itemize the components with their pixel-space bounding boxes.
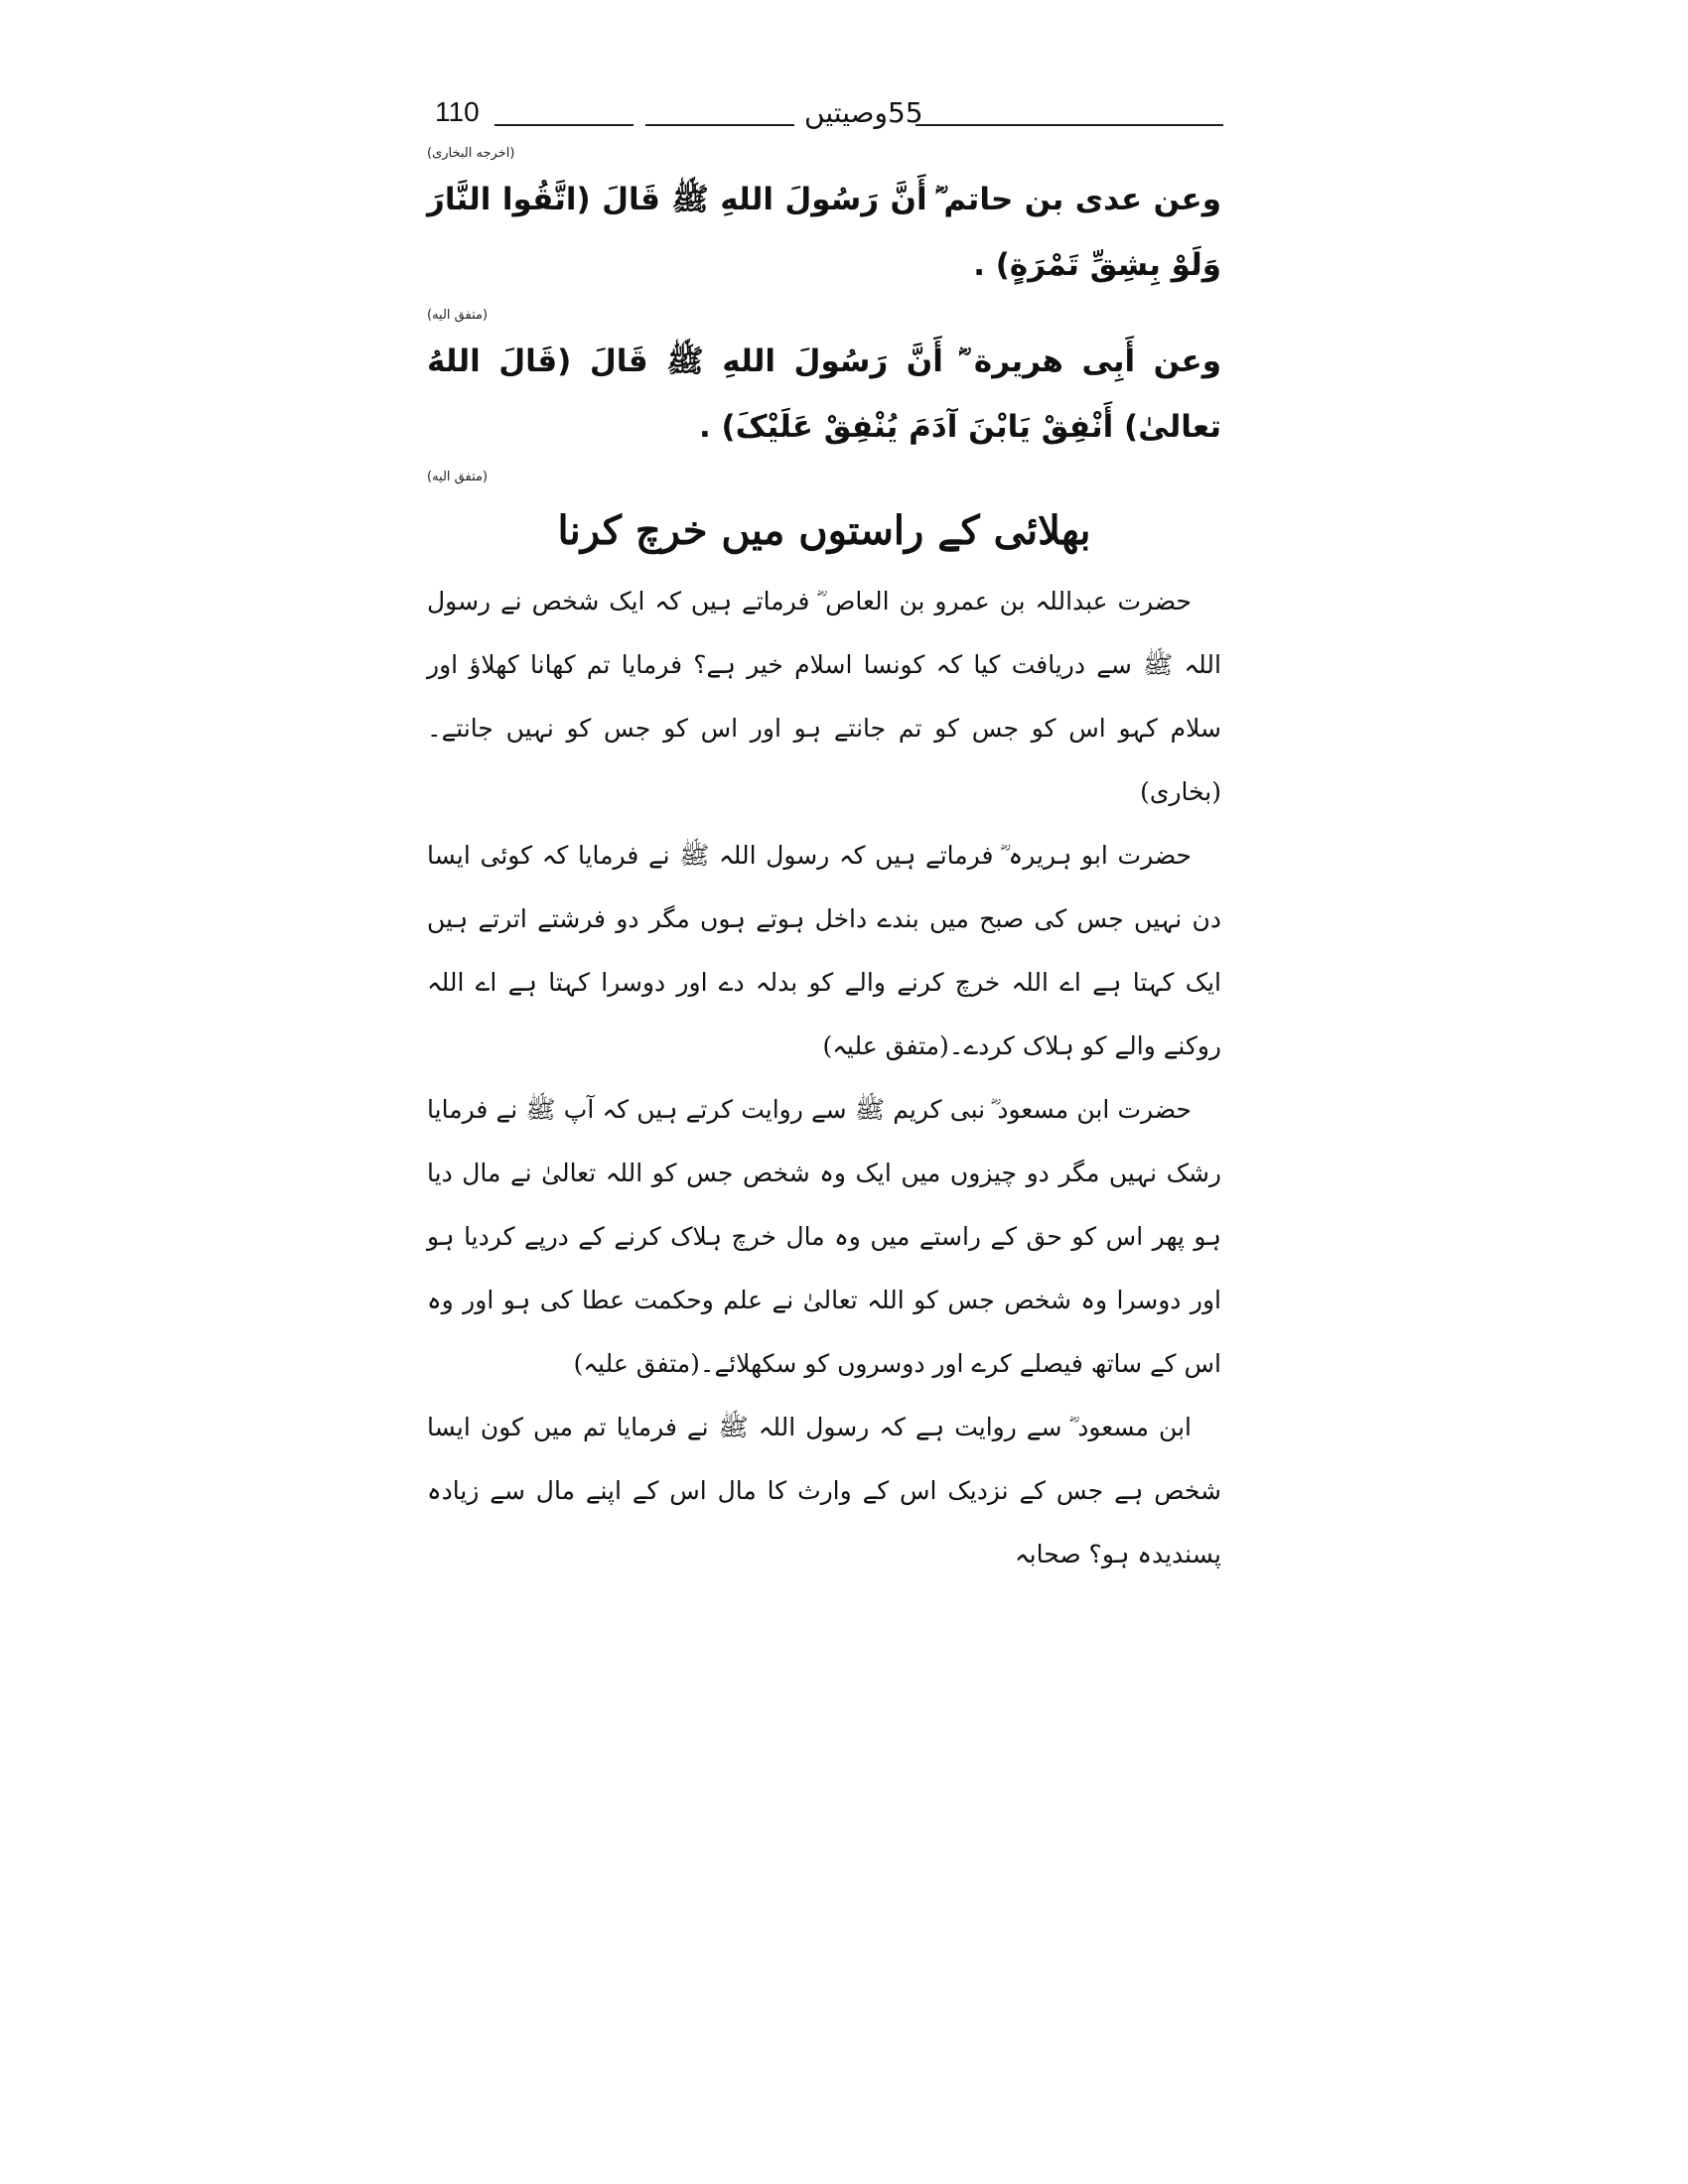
page-number: 110	[435, 96, 480, 127]
arabic-hadith: وعن أَبِی هریرة ؓ أَنَّ رَسُولَ اللهِ ﷺ قَالَ (قَالَ اللهُ تعالیٰ) أَنْفِقْ یَابْنَ آدَمَ یُنْفِقْ عَلَیْکَ) .	[427, 343, 1221, 445]
hadith-reference: (اخرجه البخاری)	[427, 146, 515, 161]
header-rule	[915, 124, 1223, 126]
document-page	[427, 94, 1221, 1586]
urdu-paragraph: ابن مسعود ؓ سے روایت ہے کہ رسول اللہ ﷺ نے فرمایا تم میں کون ایسا شخص ہے جس کے نزدیک اس کے وارث کا مال اس کے اپنے مال سے زیادہ پسندیدہ ہو؟ صحابہ	[427, 1413, 1221, 1569]
urdu-paragraph: حضرت عبداللہ بن عمرو بن العاص ؓ فرماتے ہیں کہ ایک شخص نے رسول اللہ ﷺ سے دریافت کیا کہ کونسا اسلام خیر ہے؟ فرمایا تم کھانا کھلاؤ اور سلام کہو اس کو جس کو تم جانتے ہو اور اس کو جس کو نہیں جانتے۔(بخاری)	[427, 587, 1221, 806]
hadith-reference: (متفق الیه)	[427, 470, 489, 484]
book-title: 55وصیتیں	[804, 96, 923, 129]
header-rule	[494, 124, 633, 126]
section-heading: بھلائی کے راستوں میں خرچ کرنا	[557, 507, 1091, 554]
arabic-hadith: وعن عدی بن حاتم ؓ أَنَّ رَسُولَ اللهِ ﷺ قَالَ (اتَّقُوا النَّارَ وَلَوْ بِشِقِّ تَمْرَةٍ) .	[427, 182, 1221, 283]
urdu-paragraph: حضرت ابو ہریرہ ؓ فرماتے ہیں کہ رسول اللہ ﷺ نے فرمایا کہ کوئی ایسا دن نہیں جس کی صبح میں بندے داخل ہوتے ہوں مگر دو فرشتے اترتے ہیں ایک کہتا ہے اے اللہ خرچ کرنے والے کو بدلہ دے اور دوسرا کہتا ہے اے اللہ روکنے والے کو ہلاک کردے۔(متفق علیہ)	[427, 841, 1221, 1060]
hadith-reference: (متفق الیه)	[427, 308, 489, 323]
page-header	[427, 94, 1221, 134]
header-rule	[645, 124, 794, 126]
urdu-paragraph: حضرت ابن مسعود ؓ نبی کریم ﷺ سے روایت کرتے ہیں کہ آپ ﷺ نے فرمایا رشک نہیں مگر دو چیزوں میں ایک وہ شخص جس کو اللہ تعالیٰ نے مال دیا ہو پھر اس کو حق کے راستے میں وہ مال خرچ ہلاک کرنے کے درپے کردیا ہو اور دوسرا وہ شخص جس کو اللہ تعالیٰ نے علم وحکمت عطا کی ہو اور وہ اس کے ساتھ فیصلے کرے اور دوسروں کو سکھلائے۔(متفق علیہ)	[427, 1095, 1221, 1378]
